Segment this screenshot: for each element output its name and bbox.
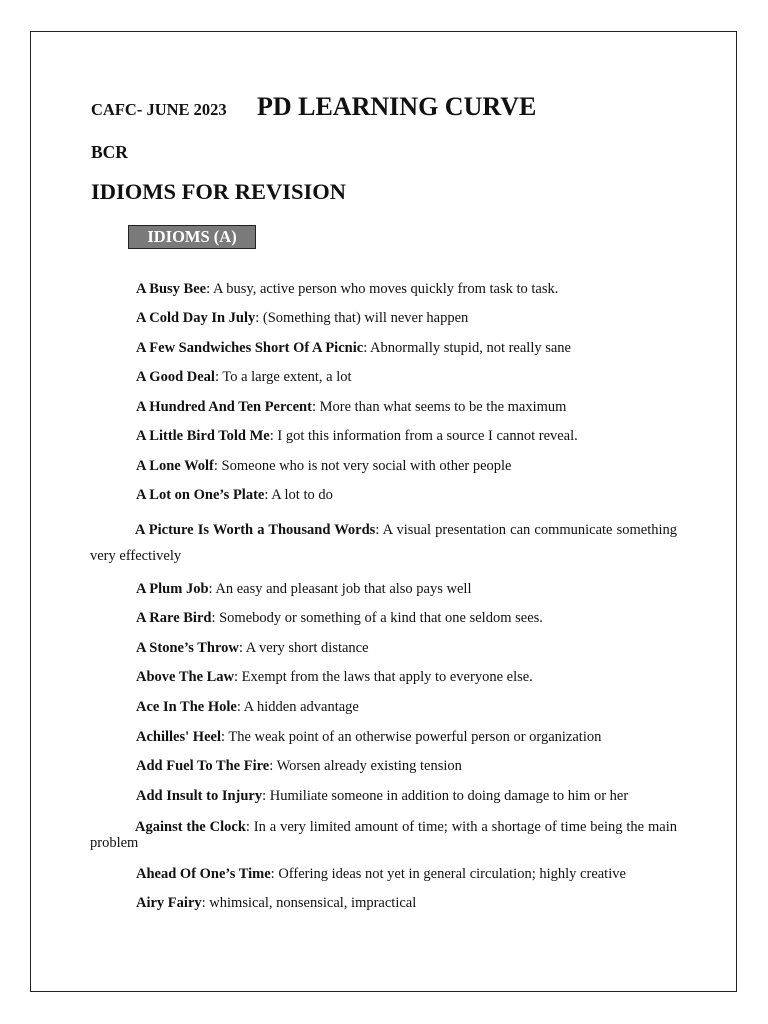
idiom-definition: : Exempt from the laws that apply to everyone else. [234,669,533,685]
idiom-entry [136,699,359,716]
idiom-term: A Busy Bee [136,281,207,297]
idiom-term: A Cold Day In July [136,310,256,326]
idiom-entry [136,640,369,657]
idiom-entry [136,369,352,386]
idiom-term: Airy Fairy [136,895,202,911]
idiom-entry [136,895,416,912]
idiom-definition: : An easy and pleasant job that also pays well [208,581,472,597]
section-title: IDIOMS FOR REVISION [91,179,347,204]
idiom-term: A Lot on One’s Plate [136,487,265,503]
idiom-definition: : The weak point of an otherwise powerful person or organization [220,729,602,745]
idiom-entry [136,399,566,416]
idiom-definition: : A lot to do [264,487,333,503]
idiom-entry [136,669,533,686]
idiom-definition: : I got this information from a source I cannot reveal. [269,428,578,444]
idiom-entry [136,310,468,327]
idiom-term: A Stone’s Throw [136,640,239,656]
idiom-definition: : Offering ideas not yet in general circulation; highly creative [270,866,626,882]
idiom-entry [136,281,558,298]
idiom-definition: : A busy, active person who moves quickly from task to task. [206,281,559,297]
idiom-entry [136,428,578,445]
idiom-definition: : whimsical, nonsensical, impractical [201,895,417,911]
idiom-definition: : A very short distance [238,640,369,656]
idiom-definition: : Humiliate someone in addition to doing damage to him or her [262,788,629,804]
idiom-definition: : More than what seems to be the maximum [311,399,567,415]
idiom-definition: : A visual presentation can communicate something very effectively [90,522,678,564]
idiom-term: Add Fuel To The Fire [136,758,270,774]
idiom-term: Ace In The Hole [136,699,237,715]
idiom-term: Above The Law [136,669,235,685]
idiom-definition: : To a large extent, a lot [214,369,352,385]
course-label: CAFC- JUNE 2023 [91,100,227,119]
idiom-definition: : Somebody or something of a kind that one seldom sees. [211,610,543,626]
idiom-term: A Hundred And Ten Percent [136,399,312,415]
idiom-entry [136,458,512,475]
idiom-term: Achilles' Heel [136,729,221,745]
idiom-definition: : Abnormally stupid, not really sane [363,340,571,356]
idiom-term: Ahead Of One’s Time [136,866,271,882]
idiom-entry [136,788,628,805]
page-title: PD LEARNING CURVE [257,92,537,121]
idiom-term: A Plum Job [136,581,209,597]
subject-code: BCR [91,142,128,162]
idiom-definition: : In a very limited amount of time; with a shortage of time being the main problem [90,819,677,851]
idiom-term: A Picture Is Worth a Thousand Words [135,522,376,538]
idiom-definition: : (Something that) will never happen [255,310,469,326]
idiom-entry [90,819,677,851]
idiom-entry [136,729,601,746]
idiom-entry [136,340,571,357]
idiom-definition: : Worsen already existing tension [269,758,462,774]
idiom-term: A Good Deal [136,369,215,385]
idiom-term: A Few Sandwiches Short Of A Picnic [136,340,364,356]
idiom-entry [136,758,462,775]
idiom-term: A Lone Wolf [136,458,214,474]
idiom-entry [136,581,471,598]
idiom-term: A Rare Bird [136,610,212,626]
idiom-term: Add Insult to Injury [136,788,263,804]
section-badge: IDIOMS (A) [128,225,256,249]
idiom-entry [136,487,333,504]
idiom-definition: : A hidden advantage [236,699,359,715]
idiom-term: Against the Clock [135,819,246,835]
idiom-term: A Little Bird Told Me [136,428,270,444]
idiom-entry [136,866,626,883]
idiom-definition: : Someone who is not very social with other people [213,458,512,474]
idiom-entry [136,610,543,627]
idiom-entry [90,517,677,569]
